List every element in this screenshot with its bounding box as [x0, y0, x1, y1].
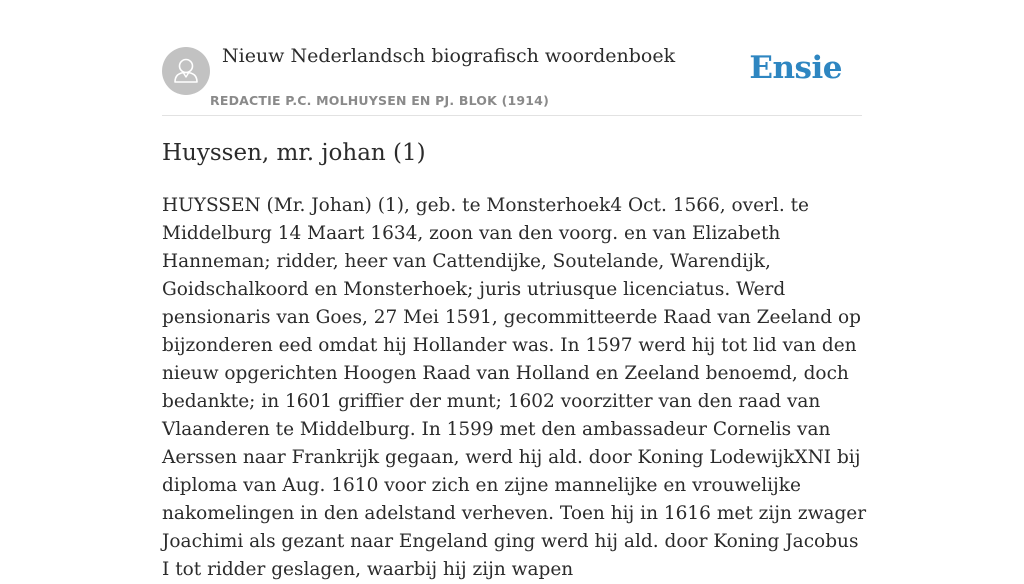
- header-divider: [162, 115, 862, 116]
- entry-body-text: HUYSSEN (Mr. Johan) (1), geb. te Monsterhoek4 Oct. 1566, overl. te Middelburg 14 Maart 1634, zoon van den voorg. en van Elizabeth Hanneman; ridder, heer van Cattendijke, Soutelande, Warendijk, Goidschalkoord en Monsterhoek; juris utriusque licenciatus. Werd pensionaris van Goes, 27 Mei 1591, gecommitteerde Raad van Zeeland op bijzonderen eed omdat hij Hollander was. In 1597 werd hij tot lid van den nieuw opgerichten Hoogen Raad van Holland en Zeeland benoemd, doch bedankte; in 1601 griffier der munt; 1602 voorzitter van den raad van Vlaanderen te Middelburg. In 1599 met den ambassadeur Cornelis van Aerssen naar Frankrijk gegaan, werd hij ald. door Koning LodewijkXNI bij diploma van Aug. 1610 voor zich en zijne mannelijke en vrouwelijke nakomelingen in den adelstand verheven. Toen hij in 1616 met zijn zwager Joachimi als gezant naar Engeland ging werd hij ald. door Koning Jacobus I tot ridder geslagen, waarbij hij zijn wapen: [162, 195, 867, 580]
- source-byline: REDACTIE P.C. MOLHUYSEN EN PJ. BLOK (1914): [210, 93, 549, 108]
- ensie-logo[interactable]: Ensie: [749, 50, 842, 86]
- source-title[interactable]: Nieuw Nederlandsch biografisch woordenboek: [222, 45, 676, 67]
- page-title: Huyssen, mr. johan (1): [162, 140, 426, 166]
- user-silhouette-icon[interactable]: [162, 47, 210, 95]
